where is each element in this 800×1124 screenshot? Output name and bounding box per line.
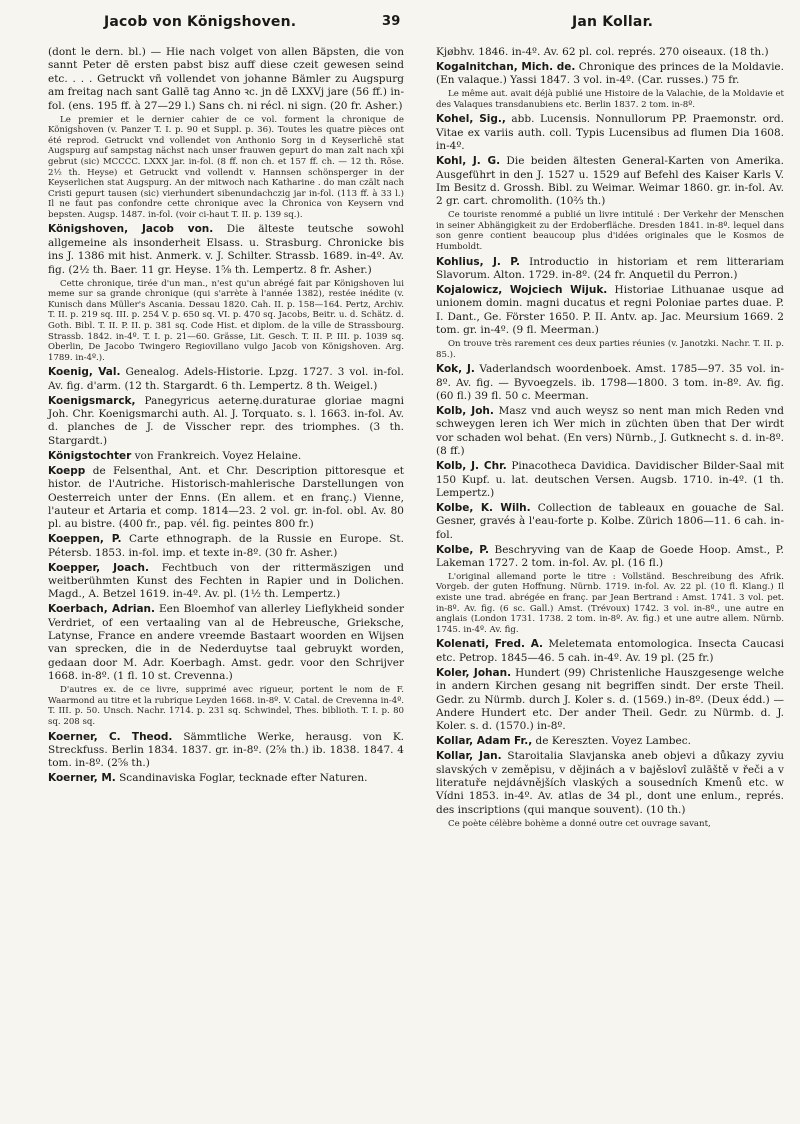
bibliography-entry xyxy=(48,603,404,683)
bibliography-entry xyxy=(48,223,404,277)
bibliography-entry xyxy=(436,155,784,209)
entry-heading: Kolbe, P. xyxy=(436,543,489,556)
entry-text: Scandinaviska Foglar, tecknade efter Naturen. xyxy=(115,772,368,785)
entry-text: de Kereszten. Voyez Lambec. xyxy=(532,735,691,748)
entry-heading: Kogalnitchan, Mich. de. xyxy=(436,60,576,73)
entry-heading: Koenigsmarck, xyxy=(48,394,136,407)
entry-text: Beschryving van de Kaap de Goede Hoop. Amst., P. Lakeman 1727. 2 tom. in-fol. Av. pl. (16 fl.) xyxy=(436,543,784,569)
header-right: Jan Kollar. xyxy=(572,14,654,30)
bibliography-entry xyxy=(436,667,784,734)
entry-heading: Kolbe, K. Wilh. xyxy=(436,501,531,514)
entry-heading: Kohel, Sig., xyxy=(436,113,506,126)
bibliography-entry xyxy=(436,502,784,542)
entry-text: Sämmtliche Werke, herausg. von K. Streckfuss. Berlin 1834. 1837. gr. in-8º. (2⅝ th.) ib. 1838. 1847. 4 tom. in-8º. (2⅝ th.) xyxy=(48,730,405,770)
bibliography-entry xyxy=(48,450,404,463)
entry-text: Pinacotheca Davidica. Davidischer Bilder-Saal mit 150 Kupf. u. lat. deutschen Versen. Augsb. 1710. in-4º. (1 th. Lempertz.) xyxy=(436,460,784,499)
bibliography-entry xyxy=(48,46,404,113)
bibliography-entry xyxy=(436,61,784,88)
bibliography-entry xyxy=(48,366,404,393)
entry-note: Cette chronique, tirée d'un man., n'est qu'un abrégé fait par Königshoven lui meme sur sa grande chronique (qui s'arrète à l'année 1382), restée inédite (v. Kunisch dans Müller's Ascania. Dessau 1820. Cah. II. p. 158—164. Pertz, Archiv. T. II. p. 219 sq. III. p. 254 V. p. 650 sq. VI. p. 470 sq. Jacobs, Beitr. u. d. Schätz. d. Goth. Bibl. T. II. P. II. p. 381 sq. Code Hist. et diplom. de la ville de Strassbourg. Strassb. 1842. in-4º. T. I. p. 21—60. Grässe, Lit. Gesch. T. II. P. III. p. 1039 sq. Oberlin, De Jacobo Twingero Regiovillano vulgo Jacob von Königshoven. Arg. 1789. in-4º.). xyxy=(48,278,404,363)
entry-heading: Kollar, Jan. xyxy=(436,750,502,763)
entry-heading: Kollar, Adam Fr., xyxy=(436,735,533,748)
bibliography-entry xyxy=(48,562,404,602)
bibliography-entry xyxy=(436,113,784,153)
entry-text: Kjøbhv. 1846. in-4º. Av. 62 pl. col. représ. 270 oiseaux. (18 th.) xyxy=(436,46,769,58)
entry-note: Le premier et le dernier cahier de ce vol. forment la chronique de Königshoven (v. Panzer T. I. p. 90 et Suppl. p. 36). Toutes les quatre pièces ont été reprod. Getruckt vnd vollendet von Anthonio Sorg in d Keyserlichē stat Augspurg auf sampstag nächst nach unser frauwen gepurt do man zalt nach xp̄i gebrut (sic) MCCCC. LXXX jar. in-fol. (8 ff. non ch. et 157 ff. ch. — 12 th. Rōse. 2½ th. Heyse) et Getruckt vnd vollendt v. Hannsen schönsperger in der Keyserlichen stat Augspurg. An der mitwoch nach Katharine . do man czält nach Cristi gepurt tausen (sic) vierhundert sibenundachczig jar in-fol. (113 ff. à 33 l.) Il ne faut pas confondre cette chronique avec la Chronica von Keysern vnd bepsten. Augsp. 1487. in-fol. (voir ci-haut T. II. p. 139 sq.). xyxy=(48,114,404,220)
entry-text: von Frankreich. Voyez Helaine. xyxy=(131,449,302,462)
entry-note: Ce poète célèbre bohème a donné outre cet ouvrage savant, xyxy=(448,818,711,829)
bibliography-entry xyxy=(436,544,784,571)
page-number: 39 xyxy=(382,14,401,29)
entry-heading: Kojalowicz, Wojciech Wijuk. xyxy=(436,283,608,296)
bibliography-entry xyxy=(48,731,404,771)
bibliography-entry xyxy=(436,284,784,338)
entry-heading: Koler, Johan. xyxy=(436,666,512,679)
entry-heading: Koeppen, P. xyxy=(48,533,122,546)
entry-text: Hundert (99) Christenliche Hauszgesenge welche in andern Kirchen gesang nit begriffen sindt. Der erste Theil. Gedr. zu Nürmb. durch J. Koler s. d. (1569.) in-8º. (Deux édd.) — Andere Hundert etc. Der ander Theil. Gedr. zu Nürmb. d. J. Koler. s. d. (1570.) in-8º. xyxy=(436,666,784,733)
entry-text: Een Bloemhof van allerley Lieflykheid sonder Verdriet, of een vertaaling van al de Hebreusche, Grieksche, Latynse, France en andere vreemde Bastaart woorden en Wijsen van sprecken, die in de Nederduytse taal gebruykt worden, gedaan door M. Adr. Koerbagh. Amst. gedr. voor den Schrijver 1668. in-8º. (1 fl. 10 st. Crevenna.) xyxy=(48,603,404,683)
entry-heading: Kolb, Joh. xyxy=(436,404,494,417)
bibliography-entry xyxy=(48,395,404,449)
entry-text: Carte ethnograph. de la Russie en Europe. St. Pétersb. 1853. in-fol. imp. et texte in-8º. (30 fr. Asher.) xyxy=(48,533,404,559)
entry-text: Die älteste teutsche sowohl allgemeine als insonderheit Elsass. u. Strasburg. Chronicke bis ins J. 1386 mit hist. Anmerk. v. J. Schilter. Strassb. 1689. in-4º. Av. fig. (2½ th. Baer. 11 gr. Heyse. 1⅝ th. Lempertz. 8 fr. Asher.) xyxy=(48,223,404,276)
entry-text: Die beiden ältesten General-Karten von Amerika. Ausgeführt in den J. 1527 u. 1529 auf Befehl des Kaiser Karls V. Im Besitz d. Grossh. Bibl. zu Weimar. Weimar 1860. gr. in-fol. Av. 2 gr. cart. chromolith. (10⅔ th.) xyxy=(436,155,784,208)
entry-text: Introductio in historiam et rem litterariam Slavorum. Alton. 1729. in-8º. (24 fr. Anquetil du Perron.) xyxy=(436,255,785,282)
entry-text: (dont le dern. bl.) — Hie nach volget von allen Bäpsten, die von sannt Peter dē ersten pabst bisz auff diese czeit gewesen seind etc. . . . Getruckt vñ vollendet von johanne Bämler zu Augspurg am freitag nach sant Gallē tag Anno ꝛc. jn dē LXXVj jare (56 ff.) in-fol. (ens. 195 ff. à 27—29 l.) Sans ch. ni récl. ni sign. (20 fr. Asher.) xyxy=(48,46,404,112)
entry-text: Meletemata entomologica. Insecta Caucasi etc. Petrop. 1845—46. 5 cah. in-4º. Av. 19 pl. (25 fr.) xyxy=(436,638,784,664)
bibliography-entry xyxy=(436,460,784,500)
entry-heading: Kohlius, J. P. xyxy=(436,255,521,268)
bibliography-entry xyxy=(48,533,404,560)
entry-heading: Kolenati, Fred. A. xyxy=(436,638,544,651)
entry-heading: Koerner, C. Theod. xyxy=(48,730,173,743)
left-column xyxy=(48,46,404,787)
bibliography-entry xyxy=(436,405,784,459)
entry-heading: Koenig, Val. xyxy=(48,366,121,379)
entry-text: Chronique des princes de la Moldavie. (En valaque.) Yassi 1847. 3 vol. in-4º. (Car. russes.) 75 fr. xyxy=(436,60,784,87)
bibliography-entry xyxy=(436,256,784,283)
right-column xyxy=(436,46,784,832)
bibliography-entry xyxy=(436,46,784,59)
entry-note: Ce touriste renommé a publié un livre intitulé : Der Verkehr der Menschen in seiner Abhängigkeit zu der Erdoberfläche. Dresden 1841. in-8º. lequel dans son genre contient beaucoup plus d'idées originales que le Kosmos de Humboldt. xyxy=(436,210,784,253)
entry-text: Masz vnd auch weysz so nent man mich Reden vnd schweygen leren ich Wer mich in züchten üben that Der wirdt vor schaden wol behat. (En vers) Nürnb., J. Gutknecht s. d. in-8º. (8 ff.) xyxy=(436,404,785,458)
bibliography-entry xyxy=(436,750,784,817)
bibliography-entry xyxy=(436,735,784,748)
entry-note: On trouve très rarement ces deux parties réunies (v. Janotzki. Nachr. T. II. p. 85.). xyxy=(436,339,784,360)
entry-text: abb. Lucensis. Nonnullorum PP. Praemonstr. ord. Vitae ex variis auth. coll. Typis Lucensibus ad flumen Dia 1608. in-4º. xyxy=(436,113,784,153)
entry-text: de Felsenthal, Ant. et Chr. Description pittoresque et histor. de l'Autriche. Historisch-mahlerische Darstellungen von Oesterreich unter der Enns. (En allem. et en franç.) Vienne, l'auteur et Artaria et comp. 1814—23. 2 vol. gr. in-fol. obl. Av. 80 pl. au bistre. (400 fr., pap. vél. fig. peintes 800 fr.) xyxy=(48,464,404,531)
entry-heading: Koepper, Joach. xyxy=(48,561,149,574)
entry-heading: Kolb, J. Chr. xyxy=(436,460,507,473)
entry-text: Historiae Lithuanae usque ad unionem domin. magni ducatus et regni Poloniae partes duae. P. I. Dant., Ge. Förster 1650. P. II. Antv. ap. Jac. Meursium 1669. 2 tom. gr. in-4º. (9 fl. Meerman.) xyxy=(436,283,784,337)
entry-heading: Königshoven, Jacob von. xyxy=(48,223,214,236)
entry-heading: Königstochter xyxy=(48,449,132,462)
entry-text: Panegyricus aeternę.duraturae gloriae magni Joh. Chr. Koenigsmarchi auth. Al. J. Torquato. s. l. 1663. in-fol. Av. d. planches de J. de Visscher repr. des triomphes. (3 th. Stargardt.) xyxy=(48,394,404,447)
entry-heading: Koepp xyxy=(48,464,86,477)
entry-note: Le même aut. avait déjà publié une Histoire de la Valachie, de la Moldavie et des Valaques transdanubiens etc. Berlin 1837. 2 tom. in-8º. xyxy=(436,89,784,110)
entry-note: L'original allemand porte le titre : Vollständ. Beschreibung des Afrik. Vorgeb. der guten Hoffnung. Nürnb. 1719. in-fol. Av. 22 pl. (10 fl. Klang.) Il existe une trad. abrégée en franç. par Jean Bertrand : Amst. 1741. 3 vol. pet. in-8º. Av. fig. (6 sc. Gall.) Amst. (Trévoux) 1742. 3 vol. in-8º., une autre en anglais (London 1731. 1738. 2 tom. in-8º. Av. fig.) et une autre allem. Nürnb. 1745. in-4º. Av. fig. xyxy=(436,571,784,635)
entry-text: Vaderlandsch woordenboek. Amst. 1785—97. 35 vol. in-8º. Av. fig. — Byvoegzels. ib. 1798—1800. 3 tom. in-8º. Av. fig. (60 fl.) 39 fl. 50 c. Meerman. xyxy=(436,363,784,403)
entry-heading: Koerbach, Adrian. xyxy=(48,603,156,616)
bibliography-entry xyxy=(48,465,404,532)
entry-text: Collection de tableaux en gouache de Sal. Gesner, gravés à l'eau-forte p. Kolbe. Zürich 1806—11. 6 cah. in-fol. xyxy=(436,501,785,541)
entry-text: Staroitalia Slavjanska aneb objevi a důkazy zyviu slavských v zeměpisu, v dějinách a v bajěslovî zulāště v řeči a v literatuře nejdávnějších vlaských a sousedních Kmenů etc. w Vídni 1853. in-4º. Av. atlas de 34 pl., dont une enlum., représ. des inscriptions (qui manque souvent). (10 th.) xyxy=(436,750,784,816)
entry-note: D'autres ex. de ce livre, supprimé avec rigueur, portent le nom de F. Waarmond au titre et la rubrique Leyden 1668. in-8º. V. Catal. de Crevenna in-4º. T. III. p. 50. Unsch. Nachr. 1714. p. 231 sq. Schwindel, Thes. biblioth. T. I. p. 80 sq. 208 sq. xyxy=(48,685,404,727)
running-header xyxy=(44,14,778,34)
bibliography-entry xyxy=(436,638,784,665)
entry-heading: Kok, J. xyxy=(436,363,475,376)
bibliography-entry xyxy=(48,772,404,785)
bibliography-entry xyxy=(436,363,784,403)
entry-text: Genealog. Adels-Historie. Lpzg. 1727. 3 vol. in-fol. Av. fig. d'arm. (12 th. Stargardt. 6 th. Lempertz. 8 th. Weigel.) xyxy=(48,366,404,392)
entry-text: Fechtbuch von der rittermäszigen und weitberühmten Kunst des Fechten in Rapier und in Dolichen. Magd., A. Betzel 1619. in-4º. Av. pl. (1½ th. Lempertz.) xyxy=(48,561,404,601)
entry-heading: Koerner, M. xyxy=(48,772,116,785)
header-left: Jacob von Königshoven. xyxy=(104,14,297,30)
entry-heading: Kohl, J. G. xyxy=(436,155,501,168)
